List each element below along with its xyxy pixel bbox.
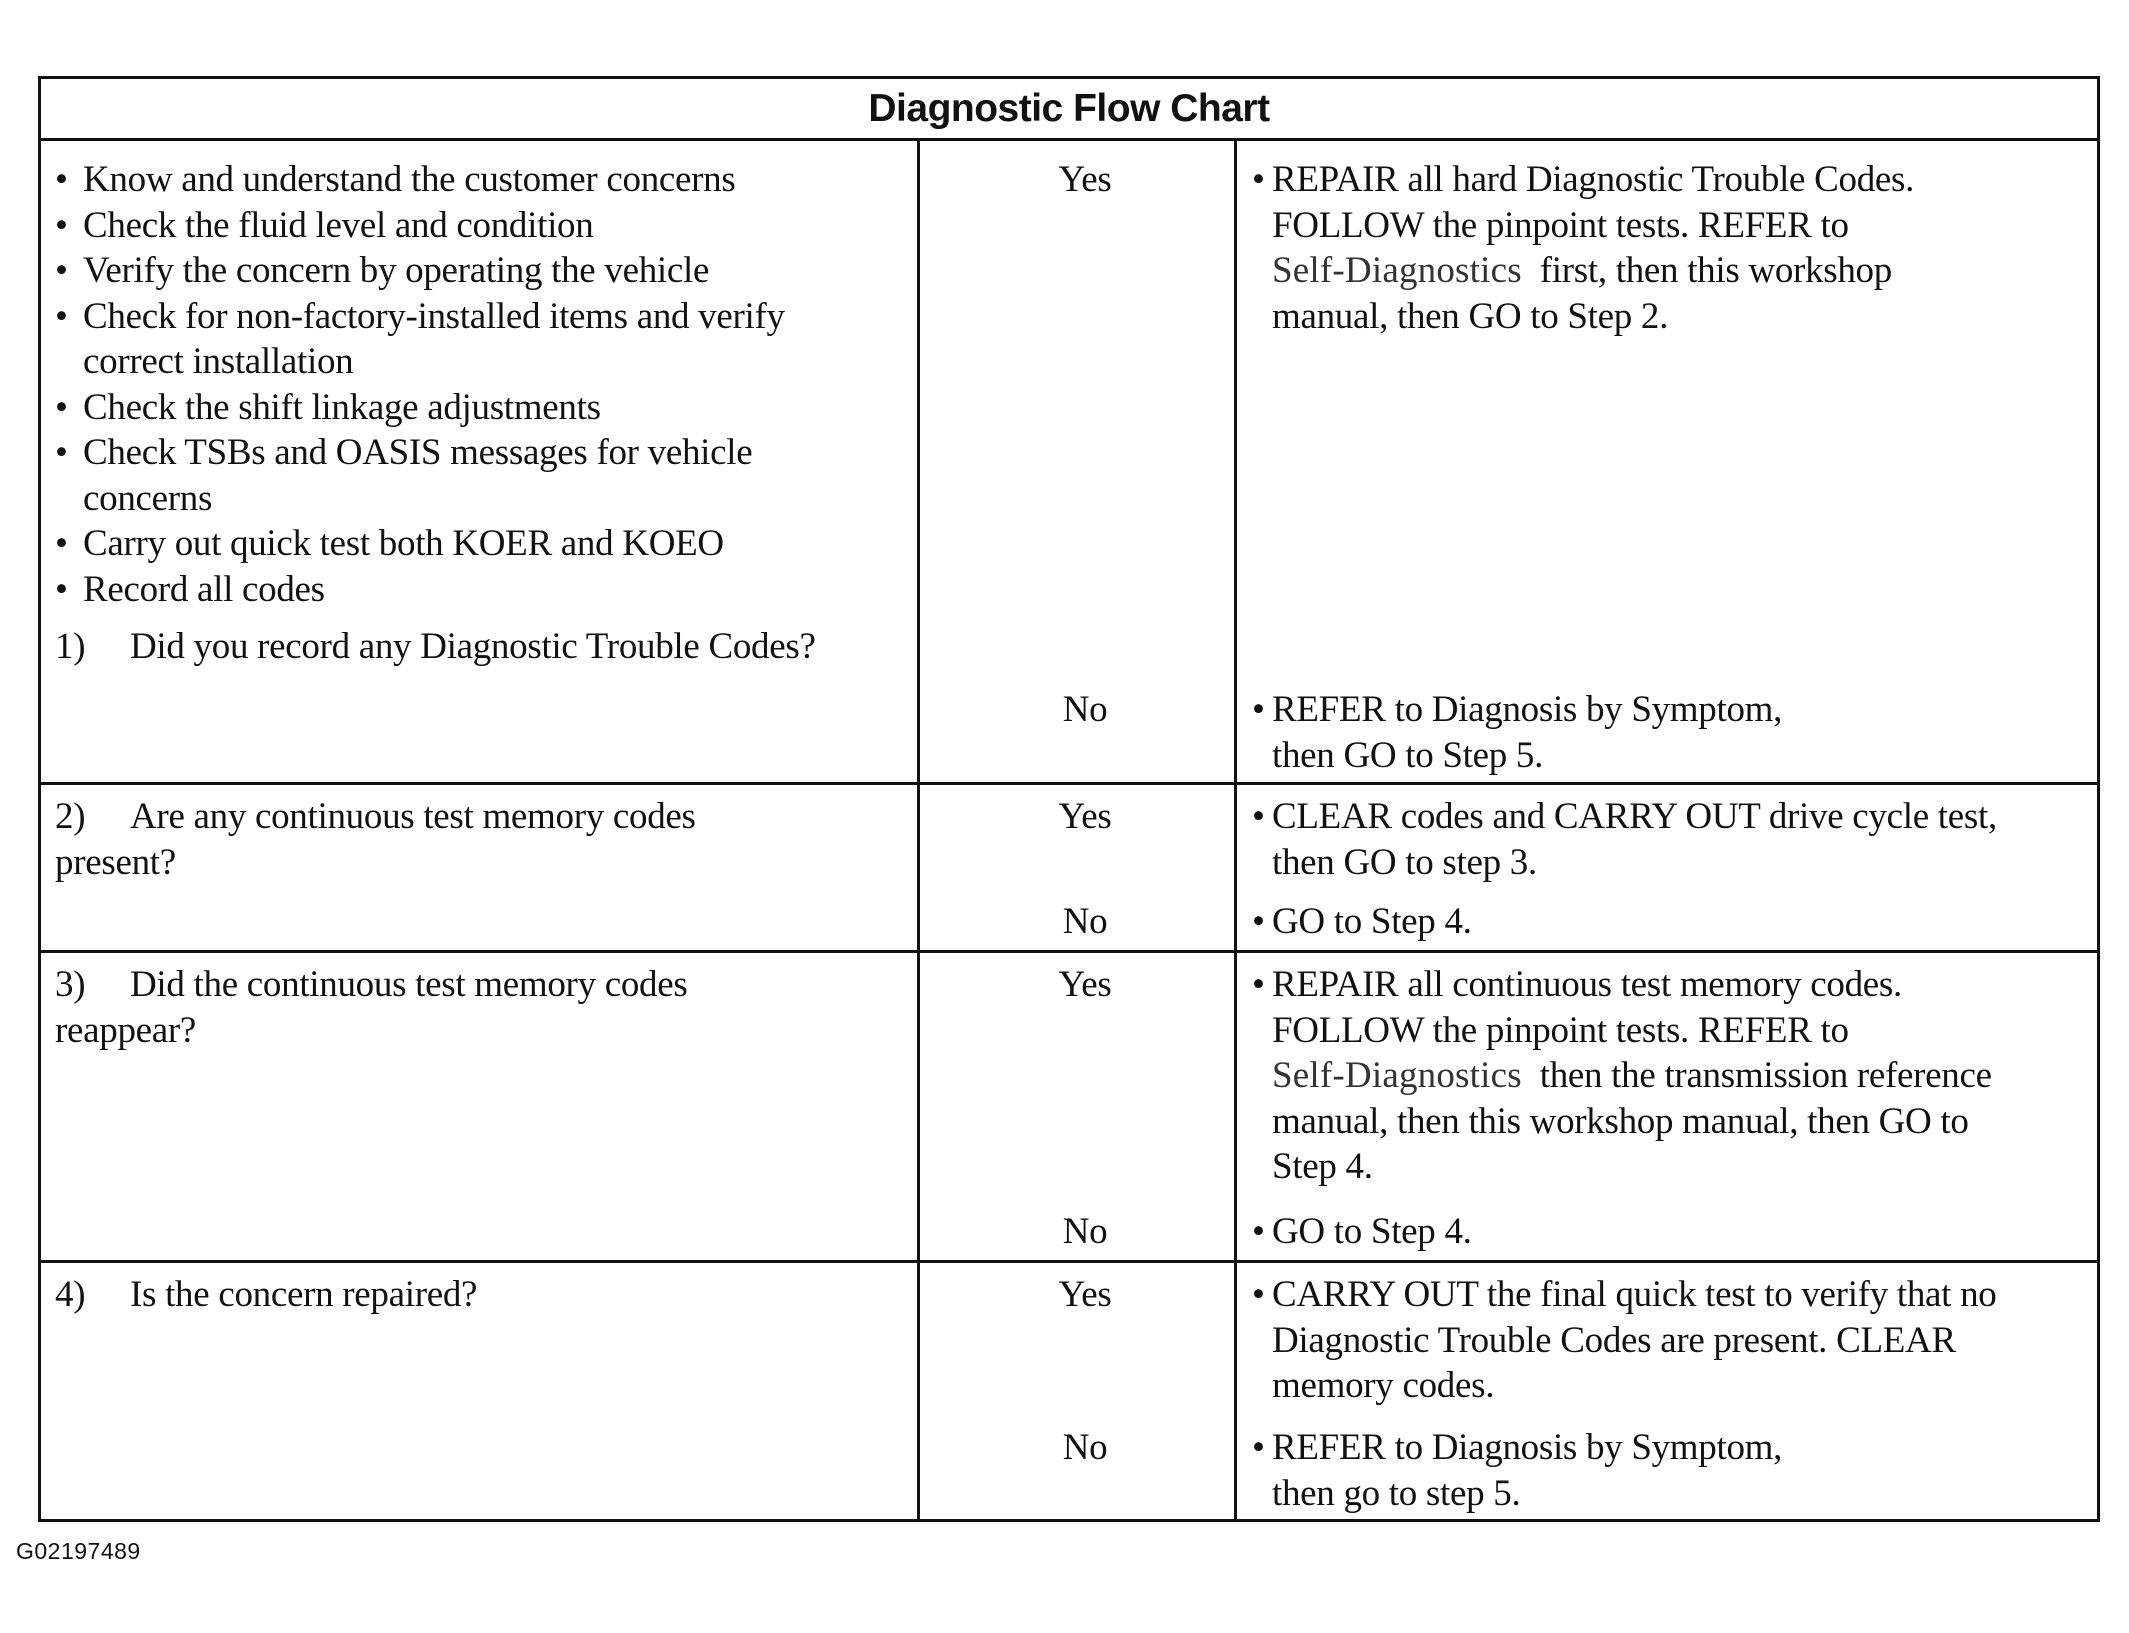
action-line: then GO to step 3.	[1272, 841, 1537, 883]
step3-yes-action: • REPAIR all continuous test memory codes. FOLLOW the pinpoint tests. REFER to Self-Diagnostics then the transmission reference manual, then this workshop manual, then GO to Step 4.	[1252, 962, 1992, 1190]
no-label: No	[1062, 1427, 1108, 1468]
action-line: GO to Step 4.	[1272, 1211, 1472, 1252]
action-line: REFER to Diagnosis by Symptom,	[1272, 1427, 1783, 1468]
list-item: • Know and understand the customer concerns	[51, 157, 785, 203]
list-item: • Record all codes	[51, 567, 785, 613]
question-text: reappear?	[55, 1009, 197, 1051]
action-line: Diagnostic Trouble Codes are present. CLEAR	[1272, 1319, 1956, 1361]
reference-link[interactable]: Self-Diagnostics	[1272, 1055, 1522, 1096]
list-item: • Verify the concern by operating the vehicle	[51, 248, 785, 294]
yes-label: Yes	[1058, 964, 1112, 1005]
step2-question	[55, 794, 696, 885]
figure-id: G02197489	[16, 1538, 141, 1564]
step4-no-action: • REFER to Diagnosis by Symptom, then go to step 5.	[1252, 1425, 1782, 1516]
action-line: then the transmission reference	[1539, 1055, 1992, 1096]
action-line: then go to step 5.	[1272, 1472, 1521, 1514]
step3-no-action: • GO to Step 4.	[1252, 1209, 1472, 1255]
list-item: • Check the fluid level and condition	[51, 203, 785, 249]
column-divider	[1234, 141, 1237, 1519]
yes-label: Yes	[1058, 1274, 1112, 1315]
question-text: Are any continuous test memory codes	[130, 796, 696, 837]
action-line: CARRY OUT the final quick test to verify that no	[1272, 1274, 1997, 1315]
step2-no-action: • GO to Step 4.	[1252, 899, 1472, 945]
step4-yes-action: • CARRY OUT the final quick test to verify that no Diagnostic Trouble Codes are present. CLEAR memory codes.	[1252, 1272, 1996, 1409]
action-line: CLEAR codes and CARRY OUT drive cycle test,	[1272, 796, 1997, 837]
row-divider	[41, 950, 2097, 953]
step-number: 2)	[55, 796, 86, 837]
action-line: memory codes.	[1272, 1365, 1495, 1406]
step1-yes-action: • REPAIR all hard Diagnostic Trouble Codes. FOLLOW the pinpoint tests. REFER to Self-Diagnostics first, then this workshop manual, then GO to Step 2.	[1252, 157, 1914, 339]
action-line: REFER to Diagnosis by Symptom,	[1272, 689, 1783, 730]
step-number: 4)	[55, 1274, 86, 1315]
question-text: Did the continuous test memory codes	[130, 964, 688, 1005]
step4-question	[55, 1272, 477, 1318]
no-label: No	[1062, 689, 1108, 730]
action-line: manual, then this workshop manual, then GO to	[1272, 1100, 1969, 1142]
list-item: • Check the shift linkage adjustments	[51, 385, 785, 431]
row-divider	[41, 782, 2097, 785]
step-number: 1)	[55, 626, 86, 667]
action-line: then GO to Step 5.	[1272, 734, 1544, 776]
list-item: • Check for non-factory-installed items and verify	[51, 294, 785, 340]
list-item: • Carry out quick test both KOER and KOEO	[51, 521, 785, 567]
action-line: FOLLOW the pinpoint tests. REFER to	[1272, 204, 1849, 246]
chart-title: Diagnostic Flow Chart	[41, 79, 2097, 141]
action-line: first, then this workshop	[1539, 250, 1892, 291]
diagnostic-flow-chart	[38, 76, 2100, 1522]
question-text: Did you record any Diagnostic Trouble Codes?	[130, 626, 816, 667]
action-line: REPAIR all continuous test memory codes.	[1272, 964, 1902, 1005]
list-item-continuation: concerns	[83, 477, 213, 519]
reference-link[interactable]: Self-Diagnostics	[1272, 250, 1522, 291]
action-line: manual, then GO to Step 2.	[1272, 295, 1669, 337]
step-number: 3)	[55, 964, 86, 1005]
step3-question	[55, 962, 687, 1053]
question-text: present?	[55, 841, 176, 883]
step1-checklist	[51, 157, 785, 612]
step1-question	[55, 624, 816, 670]
column-divider	[917, 141, 920, 1519]
no-label: No	[1062, 1211, 1108, 1252]
question-text: Is the concern repaired?	[130, 1274, 478, 1315]
action-line: GO to Step 4.	[1272, 901, 1472, 942]
yes-label: Yes	[1058, 159, 1112, 200]
step1-no-action: • REFER to Diagnosis by Symptom, then GO to Step 5.	[1252, 687, 1782, 778]
list-item-continuation: correct installation	[83, 341, 354, 382]
action-line: Step 4.	[1272, 1146, 1373, 1187]
no-label: No	[1062, 901, 1108, 942]
yes-label: Yes	[1058, 796, 1112, 837]
action-line: REPAIR all hard Diagnostic Trouble Codes.	[1272, 159, 1915, 200]
step2-yes-action: • CLEAR codes and CARRY OUT drive cycle test, then GO to step 3.	[1252, 794, 1997, 885]
list-item: • Check TSBs and OASIS messages for vehicle	[51, 430, 785, 476]
action-line: FOLLOW the pinpoint tests. REFER to	[1272, 1009, 1849, 1051]
row-divider	[41, 1260, 2097, 1263]
